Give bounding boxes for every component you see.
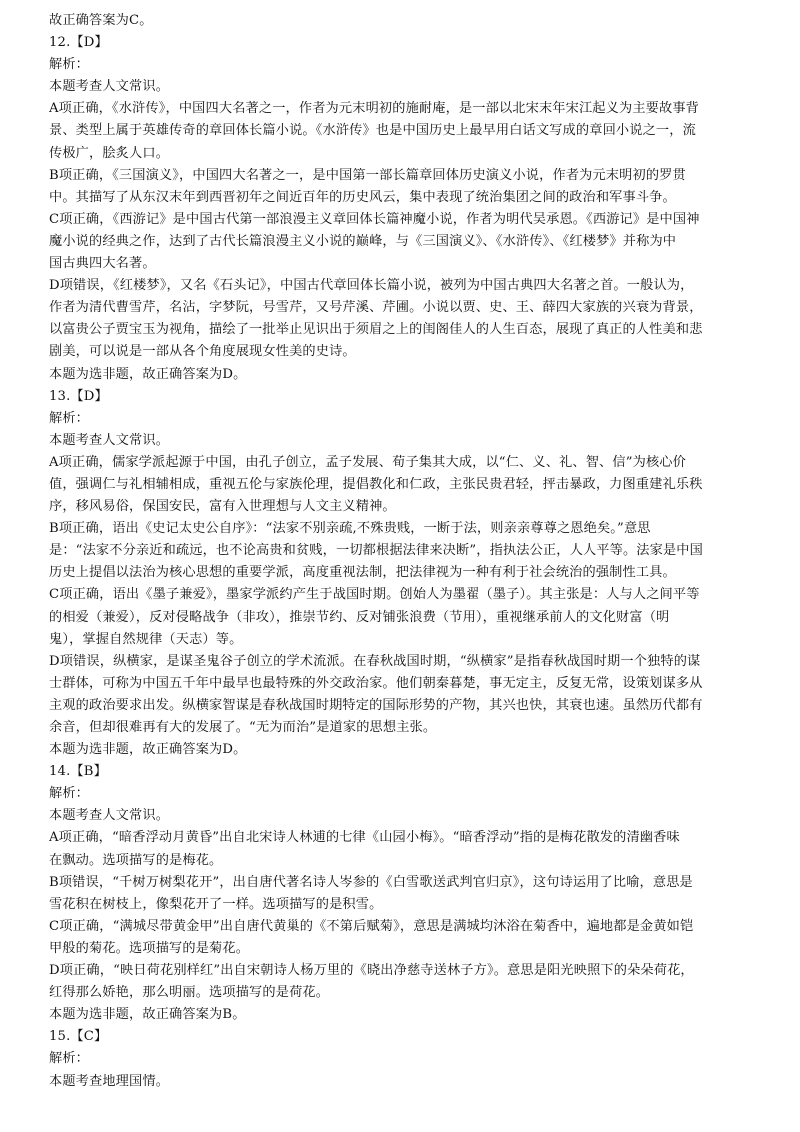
text-line: 本题为选非题，故正确答案为B。 xyxy=(49,1007,246,1023)
text-line: 景、类型上属于英雄传奇的章回体长篇小说。《水浒传》也是中国历史上最早用白话文写成的章回小说之一，流 xyxy=(49,123,696,139)
text-line: 本题考查人文常识。 xyxy=(49,432,170,448)
text-line: 作者为清代曹雪芹，名沾，字梦阮，号雪芹，又号芹溪、芹圃。小说以贾、史、王、薛四大家族的兴衰为背景， xyxy=(49,300,703,316)
text-line: 本题考查人文常识。 xyxy=(49,808,170,824)
text-line: C项正确，语出《墨子兼爱》，墨家学派约产生于战国时期。创始人为墨翟（墨子）。其主张是：人与人之间平等 xyxy=(49,587,700,603)
text-line: 解析： xyxy=(49,1051,90,1067)
text-line: 士群体，可称为中国五千年中最早也最特殊的外交政治家。他们朝秦暮楚，事无定主，反复无常，设策划谋多从 xyxy=(49,675,703,691)
text-line: 国古典四大名著。 xyxy=(49,256,156,272)
text-line: 剧美，可以说是一部从各个角度展现女性美的史诗。 xyxy=(49,344,356,360)
text-line: A项正确，“暗香浮动月黄昏”出自北宋诗人林逋的七律《山园小梅》。“暗香浮动”指的是梅花散发的清幽香味 xyxy=(49,830,680,846)
text-line: 传极广，脍炙人口。 xyxy=(49,145,170,161)
text-line: 本题考查地理国情。 xyxy=(49,1073,170,1089)
text-line: 余音，但却很难再有大的发展了。“无为而治”是道家的思想主张。 xyxy=(49,720,437,735)
text-line: A项正确，《水浒传》，中国四大名著之一，作者为元末明初的施耐庵，是一部以北宋末年宋江起义为主要故事背 xyxy=(49,101,700,117)
text-line: C项正确，《西游记》是中国古代第一部浪漫主义章回体长篇神魔小说，作者为明代吴承恩。《西游记》是中国神 xyxy=(49,211,700,227)
text-line: 是：“法家不分亲近和疏远，也不论高贵和贫贱，一切都根据法律来决断”，指执法公正，人人平等。法家是中国 xyxy=(49,543,703,559)
text-line: 解析： xyxy=(49,57,90,73)
text-line: 雪花积在树枝上，像梨花开了一样。选项描写的是积雪。 xyxy=(49,896,383,912)
text-line: C项正确，“满城尽带黄金甲”出自唐代黄巢的《不第后赋菊》，意思是满城均沐浴在菊香中，遍地都是金黄如铠 xyxy=(49,918,694,934)
text-line: 本题为选非题，故正确答案为D。 xyxy=(49,366,247,382)
text-line: D项正确，“映日荷花别样红”出自宋朝诗人杨万里的《晓出净慈寺送林子方》。意思是阳光映照下的朵朵荷花， xyxy=(49,963,694,979)
text-line: 13.【D】 xyxy=(49,388,108,404)
text-line: 鬼），掌握自然规律（天志）等。 xyxy=(49,631,243,647)
text-line: 故正确答案为C。 xyxy=(49,13,153,28)
text-line: 主观的政治要求出发。纵横家智谋是春秋战国时期特定的国际形势的产物，其兴也快，其衰也速。虽然历代都有 xyxy=(49,697,703,713)
text-line: 12.【D】 xyxy=(49,35,108,51)
text-line: 魔小说的经典之作，达到了古代长篇浪漫主义小说的巅峰，与《三国演义》、《水浒传》、《红楼梦》并称为中 xyxy=(49,233,677,249)
text-line: 在飘动。选项描写的是梅花。 xyxy=(49,852,223,868)
text-line: 本题为选非题，故正确答案为D。 xyxy=(49,742,247,758)
text-line: 解析： xyxy=(49,410,90,426)
text-line: 甲般的菊花。选项描写的是菊花。 xyxy=(49,940,250,956)
text-line: 红得那么娇艳，那么明丽。选项描写的是荷花。 xyxy=(49,985,330,1001)
text-line: 值，强调仁与礼相辅相成，重视五伦与家族伦理，提倡教化和仁政，主张民贵君轻，抨击暴政，力图重建礼乐秩 xyxy=(49,476,703,492)
text-line: A项正确，儒家学派起源于中国，由孔子创立，孟子发展、荀子集其大成，以“仁、义、礼、智、信”为核心价 xyxy=(49,454,686,470)
text-line: D项错误，《红楼梦》，又名《石头记》，中国古代章回体长篇小说，被列为中国古典四大名著之首。一般认为， xyxy=(49,278,694,294)
text-line: 的相爱（兼爱），反对侵略战争（非攻），推崇节约、反对铺张浪费（节用），重视继承前人的文化财富（明 xyxy=(49,609,670,625)
text-line: 本题考查人文常识。 xyxy=(49,79,170,95)
text-line: 序，移风易俗，保国安民，富有入世理想与人文主义精神。 xyxy=(49,499,396,515)
text-line: 15.【C】 xyxy=(49,1029,108,1045)
text-line: 解析： xyxy=(49,786,90,802)
text-line: B项错误，“千树万树梨花开”，出自唐代著名诗人岑参的《白雪歌送武判官归京》，这句诗运用了比喻，意思是 xyxy=(49,874,693,890)
text-line: B项正确，《三国演义》，中国四大名著之一，是中国第一部长篇章回体历史演义小说，作者为元末明初的罗贯 xyxy=(49,167,686,183)
document-page xyxy=(49,10,761,1093)
text-line: 中。其描写了从东汉末年到西晋初年之间近百年的历史风云，集中表现了统治集团之间的政治和军事斗争。 xyxy=(49,189,676,205)
text-line: 历史上提倡以法治为核心思想的重要学派，高度重视法制，把法律视为一种有利于社会统治的强制性工具。 xyxy=(49,565,676,581)
text-line: D项错误，纵横家，是谋圣鬼谷子创立的学术流派。在春秋战国时期，“纵横家”是指春秋战国时期一个独特的谋 xyxy=(49,653,701,669)
text-line: 以富贵公子贾宝玉为视角，描绘了一批举止见识出于须眉之上的闺阁佳人的人生百态，展现了真正的人性美和悲 xyxy=(49,322,703,338)
text-line: 14.【B】 xyxy=(49,764,107,780)
text-line: B项正确，语出《史记太史公自序》：“法家不别亲疏,不殊贵贱，一断于法，则亲亲尊尊之恩绝矣。”意思 xyxy=(49,521,651,537)
